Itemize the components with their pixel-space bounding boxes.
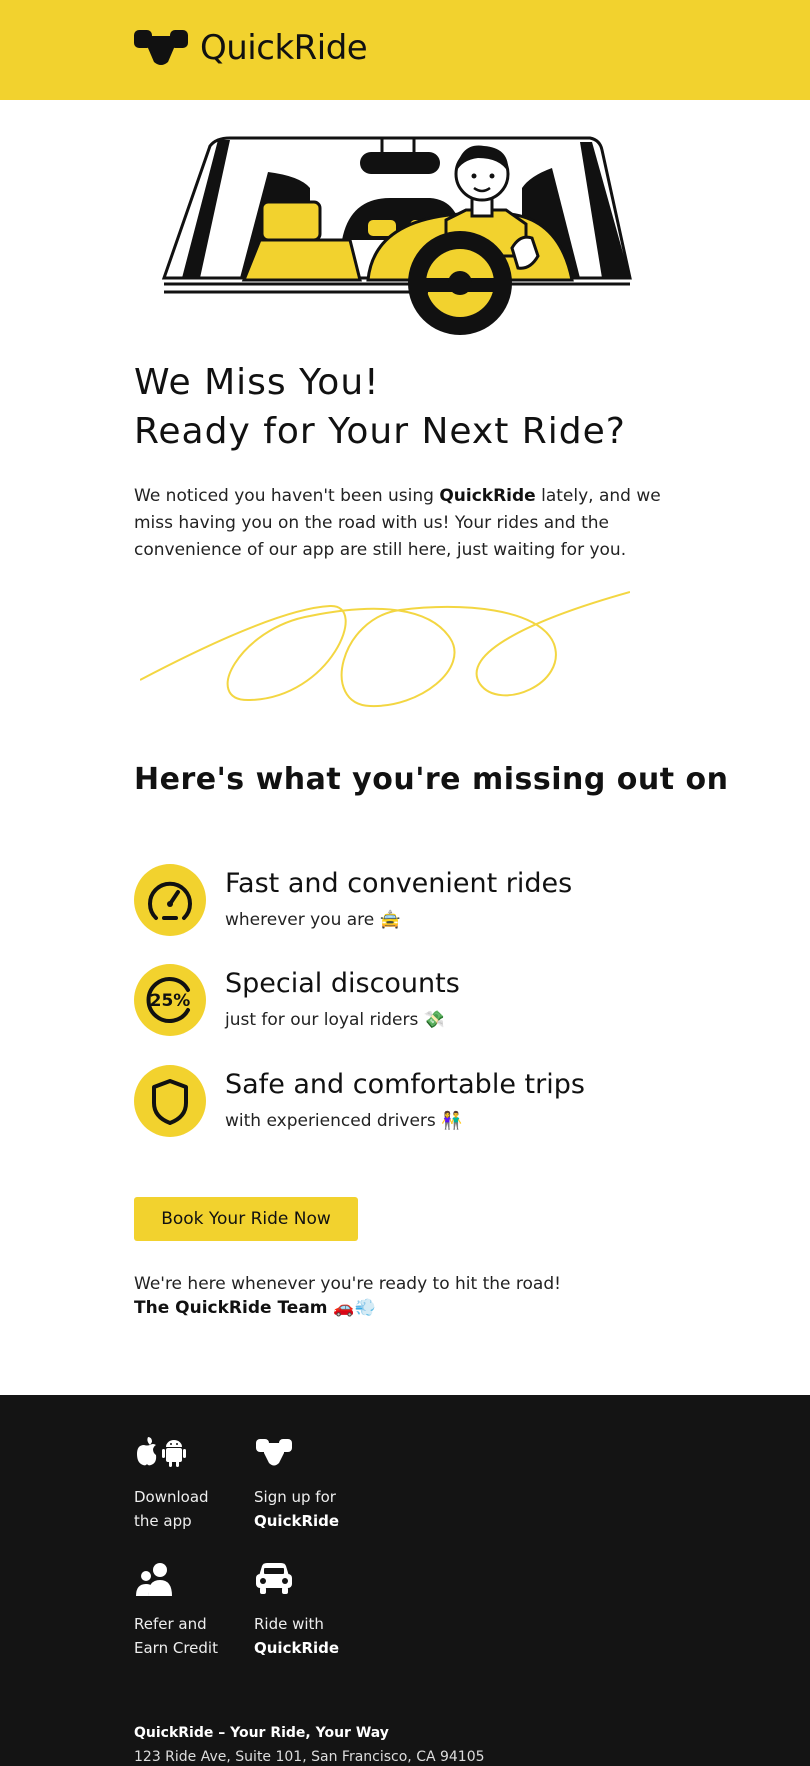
headline-line-2: Ready for Your Next Ride? bbox=[134, 411, 626, 452]
decorative-swirl bbox=[140, 588, 630, 718]
footer-label-line2: Earn Credit bbox=[134, 1639, 218, 1657]
footer-link-ride[interactable] bbox=[254, 1562, 364, 1660]
footer-link-download[interactable] bbox=[134, 1435, 244, 1533]
feature-badge bbox=[134, 964, 206, 1036]
feature-subtitle: wherever you are 🚖 bbox=[225, 910, 401, 930]
apple-android-icon bbox=[134, 1435, 190, 1469]
brand-name: QuickRide bbox=[200, 28, 368, 68]
footer-company-line: QuickRide – Your Ride, Your Way bbox=[134, 1725, 389, 1741]
quickride-logo-icon bbox=[254, 1435, 294, 1469]
footer-link-label bbox=[254, 1485, 364, 1533]
footer-link-label bbox=[254, 1612, 364, 1660]
footer-label-line2: QuickRide bbox=[254, 1512, 340, 1530]
feature-item bbox=[134, 964, 694, 1036]
discount-25-text: 25% bbox=[149, 991, 191, 1011]
team-signoff: The QuickRide Team 🚗💨 bbox=[134, 1298, 376, 1318]
feature-title: Special discounts bbox=[225, 968, 460, 999]
footer-link-label bbox=[134, 1612, 244, 1660]
footer-link-signup[interactable] bbox=[254, 1435, 364, 1533]
footer-label-line1: Sign up for bbox=[254, 1488, 336, 1506]
intro-text-after: lately, and we miss having you on the road with us! Your rides and the convenience of our app are still here, just waiting for you. bbox=[134, 486, 661, 560]
footer-label-line1: Download bbox=[134, 1488, 209, 1506]
car-icon bbox=[254, 1562, 294, 1596]
users-icon bbox=[134, 1562, 174, 1596]
footer-label-line2: the app bbox=[134, 1512, 192, 1530]
feature-item bbox=[134, 864, 694, 936]
intro-text-before: We noticed you haven't been using bbox=[134, 486, 440, 506]
shield-icon bbox=[134, 1065, 206, 1137]
discount-25-icon bbox=[134, 964, 206, 1036]
speedometer-icon bbox=[134, 864, 206, 936]
headline-line-1: We Miss You! bbox=[134, 362, 380, 403]
features-title: Here's what you're missing out on bbox=[134, 762, 729, 797]
footer-label-line1: Ride with bbox=[254, 1615, 324, 1633]
feature-badge bbox=[134, 1065, 206, 1137]
quickride-logo-icon bbox=[134, 28, 188, 68]
footer-label-line1: Refer and bbox=[134, 1615, 207, 1633]
feature-subtitle: just for our loyal riders 💸 bbox=[225, 1010, 445, 1030]
book-ride-button[interactable]: Book Your Ride Now bbox=[134, 1197, 358, 1241]
header-bar bbox=[0, 0, 810, 100]
car-interior-illustration bbox=[160, 128, 660, 340]
feature-title: Fast and convenient rides bbox=[225, 868, 573, 899]
feature-item bbox=[134, 1065, 694, 1137]
closing-message: We're here whenever you're ready to hit the road! bbox=[134, 1274, 561, 1294]
feature-title: Safe and comfortable trips bbox=[225, 1069, 585, 1100]
brand-logo[interactable] bbox=[134, 28, 367, 68]
feature-badge bbox=[134, 864, 206, 936]
footer-link-refer[interactable] bbox=[134, 1562, 244, 1660]
page-title bbox=[134, 358, 694, 456]
intro-paragraph bbox=[134, 483, 682, 564]
footer-label-line2: QuickRide bbox=[254, 1639, 340, 1657]
footer-address: 123 Ride Ave, Suite 101, San Francisco, CA 94105 bbox=[134, 1749, 485, 1765]
feature-subtitle: with experienced drivers 👫 bbox=[225, 1111, 463, 1131]
footer bbox=[0, 1395, 810, 1766]
intro-brand-name: QuickRide bbox=[439, 486, 536, 506]
footer-link-label bbox=[134, 1485, 244, 1533]
